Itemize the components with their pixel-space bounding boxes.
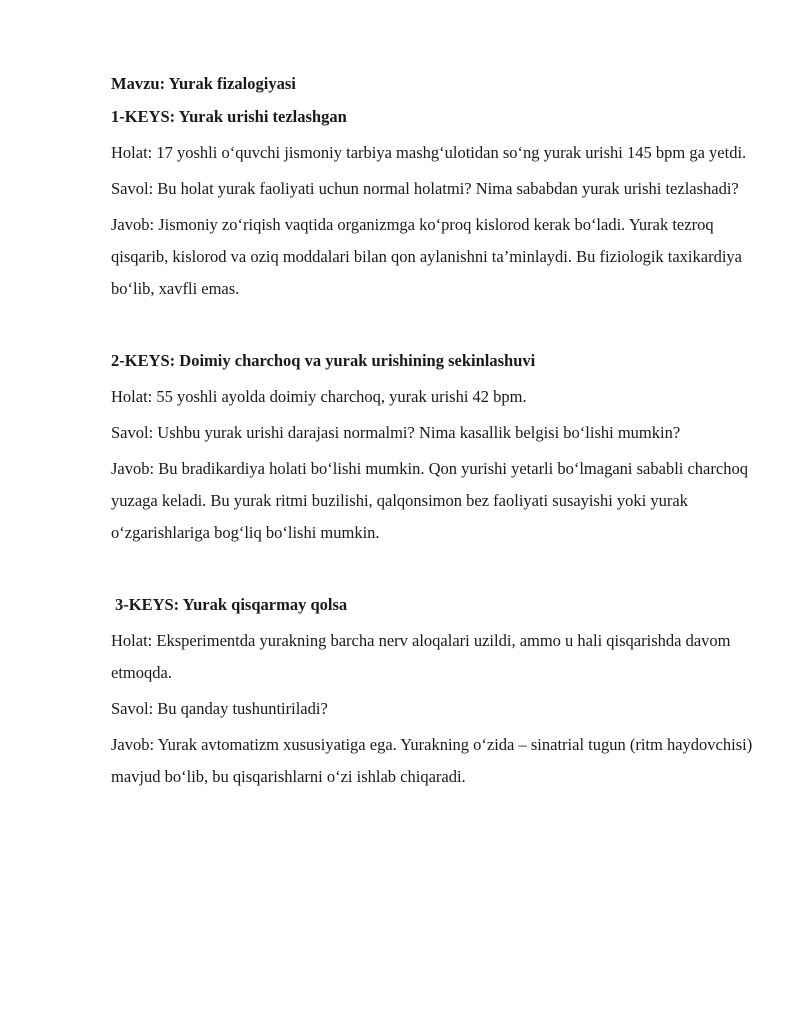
case-3 [111,593,761,793]
case-holat: Holat: 17 yoshli o‘quvchi jismoniy tarbiya mashg‘ulotidan so‘ng yurak urishi 145 bpm ga yetdi. [111,143,747,162]
case-1 [111,105,761,305]
case-javob: Javob: Yurak avtomatizm xususiyatiga ega. Yurakning o‘zida – sinatrial tugun (ritm haydovchisi) mavjud bo‘lib, bu qisqarishlarni o‘zi ishlab chiqaradi. [111,735,753,786]
case-holat: Holat: 55 yoshli ayolda doimiy charchoq, yurak urishi 42 bpm. [111,387,527,406]
case-savol: Savol: Bu qanday tushuntiriladi? [111,699,328,718]
case-savol: Savol: Bu holat yurak faoliyati uchun normal holatmi? Nima sababdan yurak urishi tezlashadi? [111,179,739,198]
section-spacer [111,549,761,593]
case-javob: Javob: Jismoniy zo‘riqish vaqtida organizmga ko‘proq kislorod kerak bo‘ladi. Yurak tezroq qisqarib, kislorod va oziq moddalari bilan qon aylanishni ta’minlaydi. Bu fiziologik taxikardiya bo‘lib, xavfli emas. [111,215,742,298]
case-title: 1-KEYS: Yurak urishi tezlashgan [111,107,347,126]
case-2 [111,349,761,549]
case-title: 3-KEYS: Yurak qisqarmay qolsa [115,595,348,614]
document-page [111,72,761,793]
section-spacer [111,305,761,349]
topic-heading: Mavzu: Yurak fizalogiyasi [111,74,296,93]
case-holat: Holat: Eksperimentda yurakning barcha nerv aloqalari uzildi, ammo u hali qisqarishda davom etmoqda. [111,631,731,682]
case-title: 2-KEYS: Doimiy charchoq va yurak urishining sekinlashuvi [111,351,536,370]
case-javob: Javob: Bu bradikardiya holati bo‘lishi mumkin. Qon yurishi yetarli bo‘lmagani sababli charchoq yuzaga keladi. Bu yurak ritmi buzilishi, qalqonsimon bez faoliyati susayishi yoki yurak o‘zgarishlariga bog‘liq bo‘lishi mumkin. [111,459,748,542]
case-savol: Savol: Ushbu yurak urishi darajasi normalmi? Nima kasallik belgisi bo‘lishi mumkin? [111,423,681,442]
